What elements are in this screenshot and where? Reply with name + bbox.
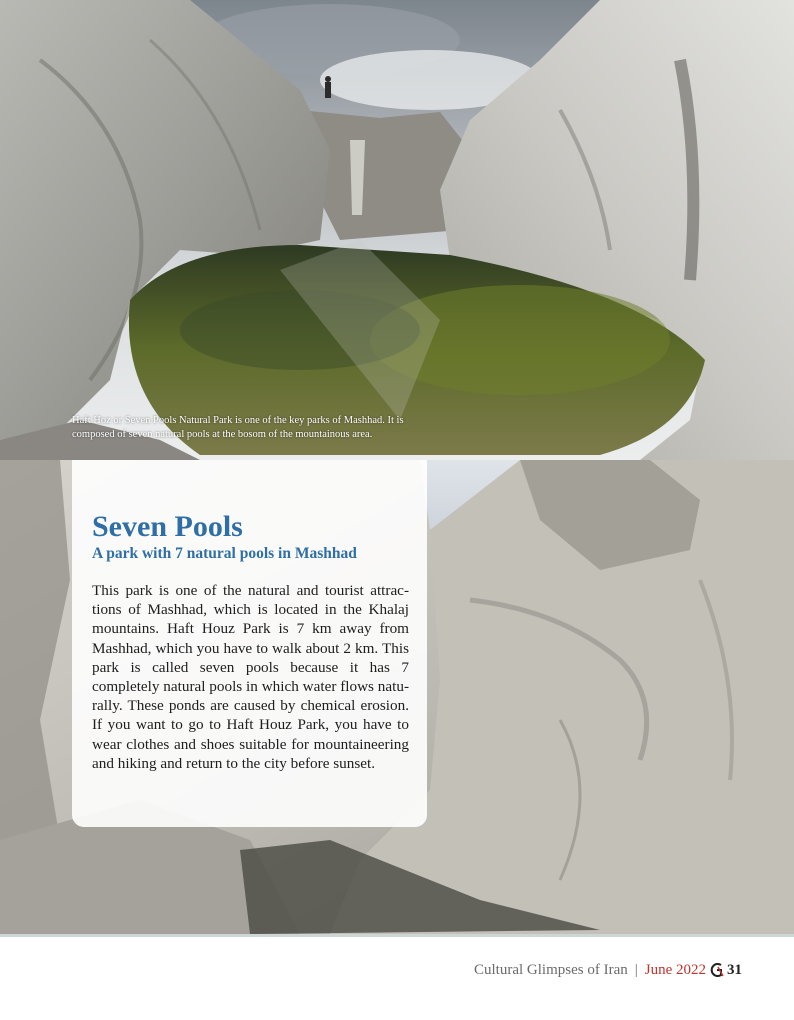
article-body: This park is one of the natural and tourist attractions of Mashhad, which is located in the Khalaj mountains. Haft Houz Park is 7 km away from Mashhad, which you have to walk about 2 km. This park is called seven pools because it has 7 completely natural pools in which water flows naturally. These ponds are caused by chemical erosion. If you want to go to Haft Houz Park, you have to wear clothes and shoes suitable for mountaineering and hiking and return to the city before sunset. [92,582,409,772]
footer-separator: | [634,961,638,978]
article-title: Seven Pools [92,510,243,543]
page-number: 31 [727,961,742,978]
issue-date: June 2022 [644,961,706,978]
canyon-pool-illustration [0,0,794,460]
publication-name: Cultural Glimpses of Iran [474,961,628,978]
article-subtitle: A park with 7 natural pools in Mashhad [92,545,357,562]
canyon-pool-photo [0,0,794,460]
photo-caption: Haft Hoz or Seven Pools Natural Park is one of the key parks of Mashhad. It is composed of seven natural pools at the bosom of the mountainous area. [72,415,404,440]
article-panel [72,460,427,827]
page-footer [474,959,742,981]
cg-logo-icon [709,962,725,978]
bottom-divider [0,934,794,937]
